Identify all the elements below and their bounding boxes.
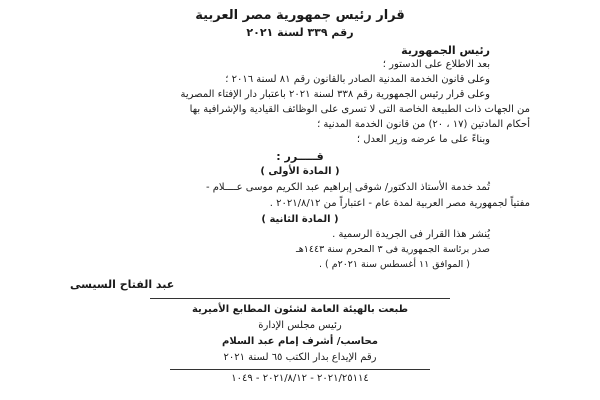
footer-separator xyxy=(150,298,450,299)
footer-serial: ٢٠٢١/٢٥١١٤ - ٢٠٢١/٨/١٢ - ١٠٤٩ xyxy=(231,373,369,384)
footer-accountant: محاسب/ أشرف إمام عبد السلام xyxy=(222,336,378,347)
president-heading: رئيس الجمهورية xyxy=(401,44,490,57)
decree-line-1: وعلى قرار رئيس الجمهورية رقم ٣٣٨ لسنة ٢٠٢١ باعتبار دار الإفتاء المصرية xyxy=(180,89,490,100)
law-line: وعلى قانون الخدمة المدنية الصادر بالقانون رقم ٨١ لسنة ٢٠١٦ ؛ xyxy=(225,74,490,85)
article-1-line-2: مفتياً لجمهورية مصر العربية لمدة عام - اعتباراً من ٢٠٢١/٨/١٢ . xyxy=(269,198,530,209)
minister-line: وبناءً على ما عرضه وزير العدل ؛ xyxy=(356,134,490,145)
constitution-line: بعد الاطلاع على الدستور ؛ xyxy=(382,59,490,70)
footer-deposit: رقم الإيداع بدار الكتب ٦٥ لسنة ٢٠٢١ xyxy=(223,352,377,363)
article-1-heading: ( المادة الأولى ) xyxy=(260,166,340,177)
article-2-text: يُنشر هذا القرار فى الجريدة الرسمية . xyxy=(332,229,490,240)
article-2-heading: ( المادة الثانية ) xyxy=(261,214,339,225)
date-line: ( الموافق ١١ أغسطس سنة ٢٠٢١م ) . xyxy=(318,259,470,270)
document-title: قرار رئيس جمهورية مصر العربية xyxy=(195,8,405,23)
decree-line-3: أحكام المادتين (١٧ ، ٢٠) من قانون الخدمة المدنية ؛ xyxy=(317,119,530,130)
footer-printed-by: طبعت بالهيئة العامة لشئون المطابع الأميرية xyxy=(191,304,409,315)
decides-heading: قـــــرر : xyxy=(276,150,324,163)
article-1-line-1: تُمد خدمة الأستاذ الدكتور/ شوقى إبراهيم عبد الكريم موسى عــــلام - xyxy=(205,182,490,193)
decree-number: رقم ٣٣٩ لسنة ٢٠٢١ xyxy=(246,26,354,39)
footer-rule xyxy=(170,369,430,370)
footer-chair: رئيس مجلس الإدارة xyxy=(258,320,342,331)
signature-name: عبد الفتاح السيسى xyxy=(70,278,175,291)
issued-line: صدر برئاسة الجمهورية فى ٣ المحرم سنة ١٤٤٣هـ xyxy=(295,244,490,255)
decree-line-2: من الجهات ذات الطبيعة الخاصة التى لا تسرى على الوظائف القيادية والإشرافية بها xyxy=(189,104,530,115)
